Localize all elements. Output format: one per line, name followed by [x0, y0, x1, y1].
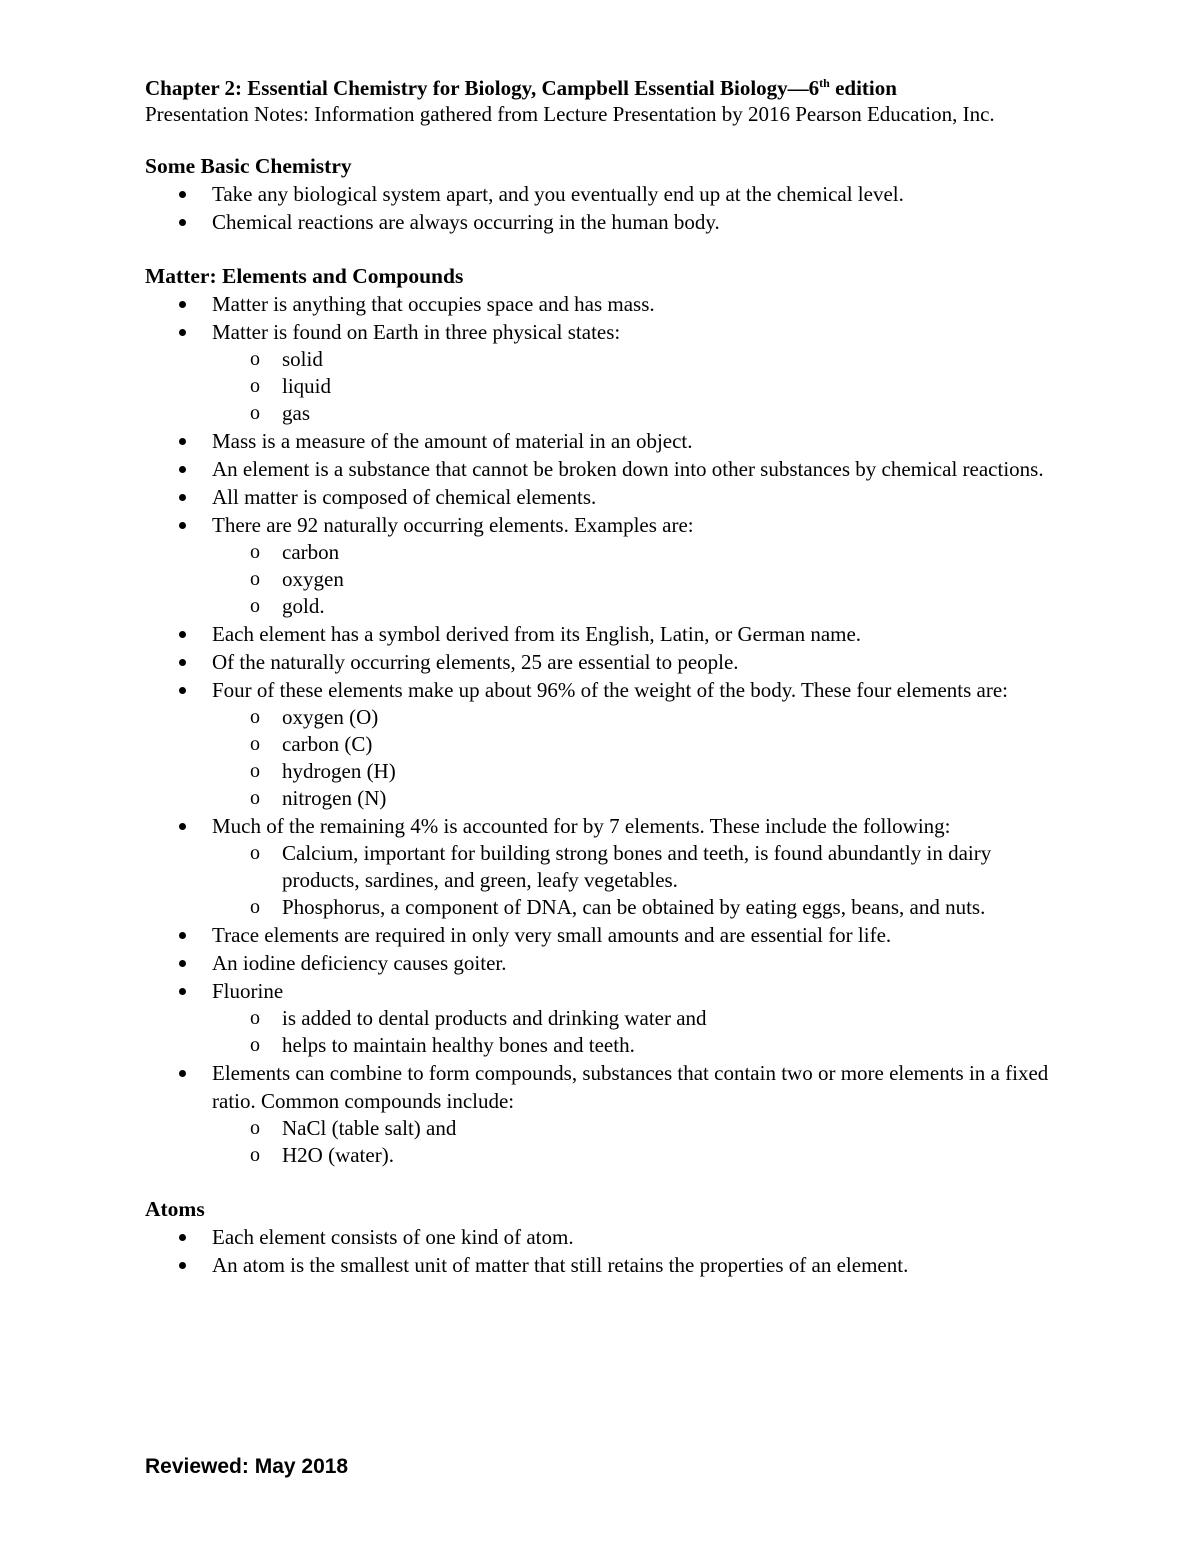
sub-bullet-list [212, 840, 1065, 921]
sub-bullet-item: o NaCl (table salt) and [145, 1115, 1065, 1142]
sub-bullet-item: o oxygen (O) [145, 704, 1065, 731]
bullet-text: Of the naturally occurring elements, 25 are essential to people. [212, 650, 739, 674]
section-1 [145, 262, 1065, 1169]
bullet-text: Each element has a symbol derived from its English, Latin, or German name. [212, 622, 862, 646]
bullet-item [145, 180, 1065, 208]
sub-bullet-item: o gas [145, 400, 1065, 427]
bullet-text: Trace elements are required in only very small amounts and are essential for life. [212, 923, 892, 947]
section-2 [145, 1195, 1065, 1279]
sub-bullet-item: o Phosphorus, a component of DNA, can be obtained by eating eggs, beans, and nuts. [145, 894, 1065, 921]
bullet-text: Each element consists of one kind of atom. [212, 1225, 574, 1249]
title-superscript: th [819, 76, 830, 90]
bullet-text: Matter is found on Earth in three physical states: [212, 320, 621, 344]
section-heading: Atoms [145, 1197, 205, 1221]
document-subtitle: Presentation Notes: Information gathered from Lecture Presentation by 2016 Pearson Education, Inc. [145, 102, 995, 126]
sub-bullet-item: o gold. [145, 593, 1065, 620]
sub-bullet-item: o helps to maintain healthy bones and teeth. [145, 1032, 1065, 1059]
document-title: Chapter 2: Essential Chemistry for Biology, Campbell Essential Biology—6th edition [145, 76, 897, 100]
section-heading: Matter: Elements and Compounds [145, 264, 464, 288]
sub-bullet-item: o H2O (water). [145, 1142, 1065, 1169]
sub-bullet-list [212, 704, 1065, 812]
bullet-text: Four of these elements make up about 96% of the weight of the body. These four elements are: [212, 678, 1009, 702]
sub-bullet-item: o liquid [145, 373, 1065, 400]
bullet-item [145, 1251, 1065, 1279]
sub-bullet-list [212, 1115, 1065, 1169]
bullet-item [145, 318, 1065, 427]
sub-bullet-item: o oxygen [145, 566, 1065, 593]
bullet-text: An element is a substance that cannot be broken down into other substances by chemical reactions. [212, 457, 1044, 481]
bullet-text: Chemical reactions are always occurring in the human body. [212, 210, 720, 234]
bullet-item [145, 290, 1065, 318]
bullet-text: Fluorine [212, 979, 284, 1003]
reviewed-footer: Reviewed: May 2018 [145, 1455, 349, 1478]
bullet-item [145, 812, 1065, 921]
bullet-list [145, 290, 1065, 1169]
sub-bullet-list [212, 346, 1065, 427]
bullet-text: There are 92 naturally occurring elements. Examples are: [212, 513, 694, 537]
sections-container [145, 152, 1065, 1279]
section-heading: Some Basic Chemistry [145, 154, 352, 178]
bullet-text: An iodine deficiency causes goiter. [212, 951, 507, 975]
sub-bullet-item: o carbon [145, 539, 1065, 566]
sub-bullet-item: o is added to dental products and drinking water and [145, 1005, 1065, 1032]
bullet-text: Take any biological system apart, and you eventually end up at the chemical level. [212, 182, 904, 206]
sub-bullet-item: o nitrogen (N) [145, 785, 1065, 812]
bullet-text: Matter is anything that occupies space and has mass. [212, 292, 655, 316]
bullet-list [145, 1223, 1065, 1279]
bullet-item [145, 427, 1065, 455]
bullet-text: Mass is a measure of the amount of material in an object. [212, 429, 693, 453]
bullet-item [145, 455, 1065, 483]
bullet-item [145, 949, 1065, 977]
bullet-item [145, 648, 1065, 676]
bullet-item [145, 921, 1065, 949]
document-page [145, 70, 1065, 1279]
sub-bullet-item: o hydrogen (H) [145, 758, 1065, 785]
bullet-item [145, 620, 1065, 648]
bullet-item [145, 676, 1065, 812]
bullet-text: Much of the remaining 4% is accounted for by 7 elements. These include the following: [212, 814, 951, 838]
sub-bullet-item: o carbon (C) [145, 731, 1065, 758]
sub-bullet-item: o Calcium, important for building strong bones and teeth, is found abundantly in dairy products, sardines, and green, leafy vegetables. [145, 840, 1065, 894]
bullet-item [145, 977, 1065, 1059]
bullet-item [145, 1059, 1065, 1169]
sub-bullet-item: o solid [145, 346, 1065, 373]
sub-bullet-list [212, 539, 1065, 620]
bullet-text: All matter is composed of chemical elements. [212, 485, 597, 509]
bullet-list [145, 180, 1065, 236]
bullet-text: Elements can combine to form compounds, substances that contain two or more elements in a fixed ratio. Common compounds include: [212, 1061, 1049, 1113]
section-0 [145, 152, 1065, 236]
bullet-text: An atom is the smallest unit of matter that still retains the properties of an element. [212, 1253, 909, 1277]
bullet-item [145, 511, 1065, 620]
bullet-item [145, 483, 1065, 511]
sub-bullet-list [212, 1005, 1065, 1059]
bullet-item [145, 1223, 1065, 1251]
bullet-item [145, 208, 1065, 236]
